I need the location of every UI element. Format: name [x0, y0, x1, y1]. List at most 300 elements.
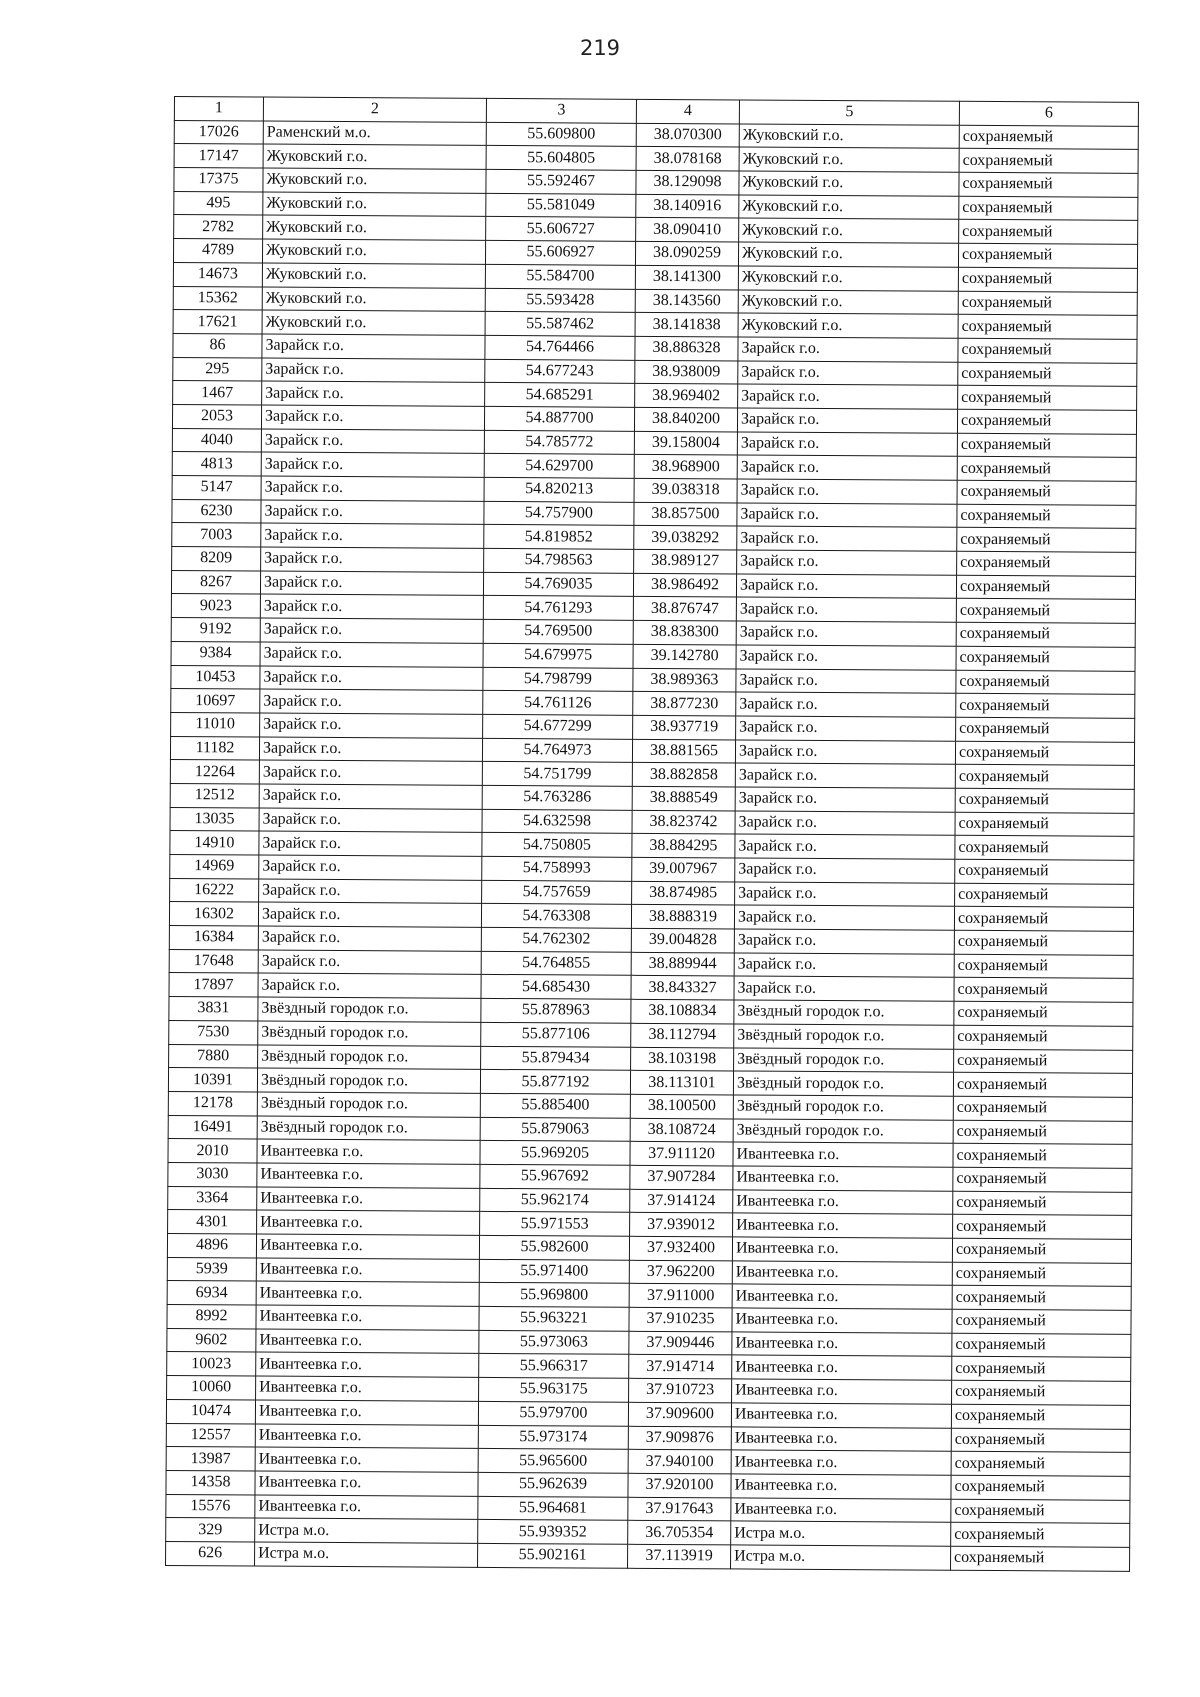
cell-municipality: Зарайск г.о.: [261, 476, 484, 501]
cell-status: сохраняемый: [955, 741, 1134, 766]
cell-id: 17026: [174, 120, 263, 144]
cell-status: сохраняемый: [958, 267, 1137, 292]
cell-latitude: 54.685291: [485, 383, 635, 408]
cell-municipality: Зарайск г.о.: [260, 618, 483, 643]
cell-longitude: 39.007967: [632, 857, 735, 881]
cell-longitude: 38.969402: [635, 384, 738, 408]
cell-municipality: Ивантеевка г.о.: [256, 1305, 479, 1330]
cell-latitude: 55.982600: [479, 1235, 629, 1260]
cell-latitude: 55.967692: [480, 1164, 630, 1189]
page-number: 219: [579, 36, 621, 60]
cell-municipality: Истра м.о.: [255, 1518, 478, 1543]
cell-status: сохраняемый: [956, 575, 1135, 600]
cell-latitude: 54.761126: [483, 691, 633, 716]
cell-district: Зарайск г.о.: [737, 479, 957, 504]
data-table: [165, 96, 1139, 1571]
cell-latitude: 54.757659: [482, 880, 632, 905]
cell-id: 17375: [174, 168, 263, 192]
cell-id: 15362: [173, 286, 262, 310]
cell-district: Ивантеевка г.о.: [733, 1142, 953, 1167]
cell-id: 4301: [168, 1210, 257, 1234]
cell-district: Жуковский г.о.: [739, 124, 959, 149]
cell-status: сохраняемый: [953, 1120, 1132, 1145]
cell-longitude: 36.705354: [628, 1521, 731, 1545]
cell-municipality: Жуковский г.о.: [263, 192, 486, 217]
cell-latitude: 55.973063: [479, 1330, 629, 1355]
cell-longitude: 38.968900: [634, 455, 737, 479]
column-header-5: 5: [739, 100, 959, 125]
cell-status: сохраняемый: [953, 1167, 1132, 1192]
cell-longitude: 37.907284: [630, 1165, 733, 1189]
column-header-6: 6: [959, 101, 1138, 126]
cell-district: Зарайск г.о.: [736, 597, 956, 622]
cell-municipality: Ивантеевка г.о.: [255, 1471, 478, 1496]
cell-status: сохраняемый: [953, 1096, 1132, 1121]
cell-longitude: 38.070300: [636, 123, 739, 147]
cell-status: сохраняемый: [955, 765, 1134, 790]
cell-district: Звёздный городок г.о.: [734, 1000, 954, 1025]
cell-municipality: Звёздный городок г.о.: [258, 1021, 481, 1046]
cell-municipality: Зарайск г.о.: [261, 452, 484, 477]
cell-id: 12264: [170, 760, 259, 784]
cell-municipality: Зарайск г.о.: [261, 547, 484, 572]
cell-longitude: 38.938009: [635, 360, 738, 384]
cell-district: Зарайск г.о.: [737, 408, 957, 433]
cell-status: сохраняемый: [954, 1049, 1133, 1074]
cell-id: 8992: [167, 1305, 256, 1329]
cell-municipality: Звёздный городок г.о.: [258, 997, 481, 1022]
cell-municipality: Ивантеевка г.о.: [257, 1139, 480, 1164]
cell-id: 6934: [167, 1281, 256, 1305]
cell-id: 11010: [171, 712, 260, 736]
cell-district: Зарайск г.о.: [738, 361, 958, 386]
cell-latitude: 55.966317: [479, 1354, 629, 1379]
cell-id: 4813: [172, 452, 261, 476]
cell-municipality: Ивантеевка г.о.: [256, 1234, 479, 1259]
cell-status: сохраняемый: [958, 338, 1137, 363]
cell-id: 13035: [170, 807, 259, 831]
cell-longitude: 38.888549: [632, 786, 735, 810]
cell-longitude: 37.909446: [629, 1331, 732, 1355]
cell-id: 13987: [166, 1447, 255, 1471]
cell-longitude: 38.843327: [631, 976, 734, 1000]
cell-longitude: 37.914714: [629, 1355, 732, 1379]
column-header-3: 3: [486, 98, 636, 123]
cell-municipality: Зарайск г.о.: [259, 737, 482, 762]
cell-longitude: 37.909600: [628, 1402, 731, 1426]
cell-status: сохраняемый: [955, 812, 1134, 837]
cell-latitude: 54.820213: [484, 477, 634, 502]
cell-municipality: Истра м.о.: [255, 1542, 478, 1567]
cell-latitude: 54.763286: [482, 785, 632, 810]
cell-latitude: 54.769500: [483, 620, 633, 645]
cell-municipality: Ивантеевка г.о.: [255, 1400, 478, 1425]
cell-latitude: 55.963221: [479, 1306, 629, 1331]
column-header-1: 1: [174, 97, 263, 121]
cell-longitude: 38.937719: [633, 715, 736, 739]
cell-longitude: 37.910235: [629, 1307, 732, 1331]
cell-status: сохраняемый: [957, 433, 1136, 458]
cell-municipality: Жуковский г.о.: [263, 144, 486, 169]
cell-id: 9602: [167, 1328, 256, 1352]
cell-longitude: 39.158004: [634, 431, 737, 455]
cell-municipality: Зарайск г.о.: [258, 902, 481, 927]
cell-status: сохраняемый: [956, 670, 1135, 695]
cell-status: сохраняемый: [951, 1451, 1130, 1476]
cell-status: сохраняемый: [951, 1475, 1130, 1500]
cell-status: сохраняемый: [954, 954, 1133, 979]
cell-id: 10474: [166, 1399, 255, 1423]
cell-longitude: 39.038292: [634, 526, 737, 550]
cell-latitude: 55.965600: [478, 1449, 628, 1474]
cell-status: сохраняемый: [951, 1546, 1130, 1571]
cell-district: Звёздный городок г.о.: [733, 1118, 953, 1143]
cell-latitude: 54.763308: [481, 904, 631, 929]
cell-status: сохраняемый: [957, 480, 1136, 505]
cell-id: 16222: [170, 878, 259, 902]
cell-status: сохраняемый: [957, 528, 1136, 553]
cell-latitude: 55.885400: [480, 1093, 630, 1118]
cell-id: 14910: [170, 831, 259, 855]
cell-municipality: Зарайск г.о.: [259, 760, 482, 785]
cell-latitude: 54.769035: [483, 572, 633, 597]
cell-longitude: 37.917643: [628, 1497, 731, 1521]
cell-district: Жуковский г.о.: [738, 242, 958, 267]
cell-id: 329: [166, 1518, 255, 1542]
cell-latitude: 55.969205: [480, 1141, 630, 1166]
cell-id: 10391: [168, 1068, 257, 1092]
cell-longitude: 38.886328: [635, 336, 738, 360]
cell-district: Звёздный городок г.о.: [734, 1047, 954, 1072]
cell-municipality: Ивантеевка г.о.: [256, 1376, 479, 1401]
cell-municipality: Зарайск г.о.: [262, 358, 485, 383]
cell-municipality: Ивантеевка г.о.: [255, 1424, 478, 1449]
cell-id: 16302: [169, 902, 258, 926]
cell-longitude: 38.989127: [634, 549, 737, 573]
cell-district: Зарайск г.о.: [734, 953, 954, 978]
cell-status: сохраняемый: [955, 836, 1134, 861]
cell-longitude: 39.142780: [633, 644, 736, 668]
cell-longitude: 37.113919: [628, 1544, 731, 1568]
cell-district: Ивантеевка г.о.: [732, 1284, 952, 1309]
cell-latitude: 55.902161: [478, 1543, 628, 1568]
cell-longitude: 38.141300: [635, 265, 738, 289]
cell-latitude: 54.764855: [481, 951, 631, 976]
cell-municipality: Зарайск г.о.: [258, 973, 481, 998]
cell-district: Зарайск г.о.: [736, 668, 956, 693]
cell-longitude: 38.876747: [633, 597, 736, 621]
cell-municipality: Зарайск г.о.: [261, 429, 484, 454]
cell-status: сохраняемый: [956, 599, 1135, 624]
cell-longitude: 38.090410: [636, 218, 739, 242]
cell-district: Зарайск г.о.: [734, 976, 954, 1001]
cell-district: Ивантеевка г.о.: [732, 1261, 952, 1286]
cell-district: Жуковский г.о.: [739, 195, 959, 220]
cell-municipality: Ивантеевка г.о.: [256, 1281, 479, 1306]
cell-district: Зарайск г.о.: [736, 621, 956, 646]
cell-municipality: Ивантеевка г.о.: [256, 1329, 479, 1354]
cell-status: сохраняемый: [957, 551, 1136, 576]
cell-municipality: Зарайск г.о.: [260, 713, 483, 738]
cell-status: сохраняемый: [954, 1001, 1133, 1026]
cell-longitude: 37.911120: [630, 1142, 733, 1166]
cell-district: Ивантеевка г.о.: [732, 1379, 952, 1404]
cell-municipality: Жуковский г.о.: [262, 310, 485, 335]
cell-id: 9384: [171, 641, 260, 665]
cell-municipality: Звёздный городок г.о.: [258, 1045, 481, 1070]
cell-district: Ивантеевка г.о.: [732, 1308, 952, 1333]
cell-id: 626: [166, 1541, 255, 1565]
cell-status: сохраняемый: [955, 788, 1134, 813]
cell-district: Ивантеевка г.о.: [732, 1237, 952, 1262]
cell-latitude: 54.764973: [482, 738, 632, 763]
cell-municipality: Звёздный городок г.о.: [257, 1092, 480, 1117]
cell-longitude: 38.882858: [632, 763, 735, 787]
cell-status: сохраняемый: [958, 386, 1137, 411]
cell-id: 17648: [169, 949, 258, 973]
cell-id: 10453: [171, 665, 260, 689]
cell-id: 12557: [166, 1423, 255, 1447]
cell-district: Зарайск г.о.: [735, 811, 955, 836]
cell-id: 7530: [169, 1020, 258, 1044]
cell-municipality: Зарайск г.о.: [260, 594, 483, 619]
cell-latitude: 55.592467: [486, 169, 636, 194]
cell-status: сохраняемый: [953, 1144, 1132, 1169]
cell-longitude: 38.140916: [636, 194, 739, 218]
cell-status: сохраняемый: [952, 1380, 1131, 1405]
cell-municipality: Зарайск г.о.: [260, 689, 483, 714]
cell-status: сохраняемый: [959, 125, 1138, 150]
cell-longitude: 38.112794: [631, 1023, 734, 1047]
cell-district: Зарайск г.о.: [736, 716, 956, 741]
cell-district: Ивантеевка г.о.: [732, 1332, 952, 1357]
cell-status: сохраняемый: [952, 1357, 1131, 1382]
cell-id: 16491: [168, 1115, 257, 1139]
cell-district: Звёздный городок г.о.: [733, 1071, 953, 1096]
cell-latitude: 55.877106: [481, 1022, 631, 1047]
cell-longitude: 38.881565: [632, 739, 735, 763]
cell-district: Жуковский г.о.: [738, 313, 958, 338]
cell-latitude: 55.606927: [485, 241, 635, 266]
cell-latitude: 54.677299: [483, 714, 633, 739]
cell-latitude: 54.750805: [482, 833, 632, 858]
cell-id: 10060: [167, 1376, 256, 1400]
cell-district: Истра м.о.: [731, 1521, 951, 1546]
cell-latitude: 55.877192: [480, 1070, 630, 1095]
cell-id: 1467: [173, 381, 262, 405]
cell-longitude: 37.939012: [630, 1213, 733, 1237]
cell-municipality: Жуковский г.о.: [262, 287, 485, 312]
cell-latitude: 55.581049: [486, 193, 636, 218]
cell-status: сохраняемый: [959, 172, 1138, 197]
cell-district: Ивантеевка г.о.: [731, 1497, 951, 1522]
cell-id: 15576: [166, 1494, 255, 1518]
cell-status: сохраняемый: [952, 1262, 1131, 1287]
cell-longitude: 38.884295: [632, 834, 735, 858]
cell-latitude: 55.879434: [481, 1046, 631, 1071]
cell-latitude: 55.964681: [478, 1496, 628, 1521]
cell-id: 16384: [169, 926, 258, 950]
cell-status: сохраняемый: [958, 314, 1137, 339]
cell-longitude: 37.914124: [630, 1189, 733, 1213]
cell-longitude: 37.962200: [629, 1260, 732, 1284]
cell-latitude: 55.963175: [479, 1378, 629, 1403]
cell-municipality: Зарайск г.о.: [259, 855, 482, 880]
cell-latitude: 55.971400: [479, 1259, 629, 1284]
cell-latitude: 55.973174: [478, 1425, 628, 1450]
cell-latitude: 55.879063: [480, 1117, 630, 1142]
cell-municipality: Жуковский г.о.: [262, 263, 485, 288]
cell-longitude: 38.888319: [631, 905, 734, 929]
cell-longitude: 38.078168: [636, 147, 739, 171]
cell-status: сохраняемый: [954, 930, 1133, 955]
cell-district: Ивантеевка г.о.: [731, 1450, 951, 1475]
cell-id: 10023: [167, 1352, 256, 1376]
cell-latitude: 54.629700: [484, 454, 634, 479]
cell-status: сохраняемый: [951, 1404, 1130, 1429]
cell-district: Зарайск г.о.: [738, 384, 958, 409]
cell-id: 2053: [172, 404, 261, 428]
table-row: [166, 1541, 1130, 1571]
cell-id: 8209: [172, 547, 261, 571]
cell-status: сохраняемый: [957, 504, 1136, 529]
cell-latitude: 54.764466: [485, 335, 635, 360]
cell-municipality: Зарайск г.о.: [261, 405, 484, 430]
cell-district: Зарайск г.о.: [735, 882, 955, 907]
cell-longitude: 39.004828: [631, 928, 734, 952]
cell-id: 5939: [167, 1257, 256, 1281]
cell-longitude: 38.090259: [635, 241, 738, 265]
cell-latitude: 54.679975: [483, 643, 633, 668]
cell-latitude: 54.798799: [483, 667, 633, 692]
cell-id: 6230: [172, 499, 261, 523]
cell-longitude: 38.989363: [633, 668, 736, 692]
cell-latitude: 54.785772: [484, 430, 634, 455]
cell-district: Зарайск г.о.: [734, 929, 954, 954]
cell-status: сохраняемый: [951, 1499, 1130, 1524]
cell-latitude: 55.584700: [485, 264, 635, 289]
cell-status: сохраняемый: [958, 243, 1137, 268]
cell-longitude: 38.986492: [633, 573, 736, 597]
cell-latitude: 54.751799: [482, 762, 632, 787]
cell-latitude: 54.685430: [481, 975, 631, 1000]
cell-district: Зарайск г.о.: [735, 763, 955, 788]
cell-id: 3831: [169, 997, 258, 1021]
cell-latitude: 54.887700: [484, 406, 634, 431]
cell-municipality: Зарайск г.о.: [261, 500, 484, 525]
cell-status: сохраняемый: [953, 1191, 1132, 1216]
cell-status: сохраняемый: [954, 978, 1133, 1003]
cell-id: 4789: [173, 239, 262, 263]
cell-id: 17621: [173, 310, 262, 334]
cell-status: сохраняемый: [954, 907, 1133, 932]
cell-latitude: 55.609800: [486, 122, 636, 147]
cell-id: 295: [173, 357, 262, 381]
cell-status: сохраняемый: [958, 362, 1137, 387]
cell-status: сохраняемый: [952, 1309, 1131, 1334]
cell-latitude: 55.878963: [481, 999, 631, 1024]
cell-municipality: Зарайск г.о.: [259, 784, 482, 809]
cell-district: Жуковский г.о.: [738, 266, 958, 291]
cell-status: сохраняемый: [956, 693, 1135, 718]
cell-district: Зарайск г.о.: [736, 574, 956, 599]
cell-id: 9023: [171, 594, 260, 618]
cell-longitude: 37.911000: [629, 1284, 732, 1308]
cell-id: 17147: [174, 144, 263, 168]
cell-id: 17897: [169, 973, 258, 997]
cell-district: Жуковский г.о.: [739, 147, 959, 172]
cell-district: Зарайск г.о.: [737, 503, 957, 528]
cell-id: 3030: [168, 1162, 257, 1186]
cell-municipality: Зарайск г.о.: [259, 831, 482, 856]
cell-latitude: 55.979700: [478, 1401, 628, 1426]
cell-status: сохраняемый: [959, 220, 1138, 245]
cell-municipality: Звёздный городок г.о.: [257, 1068, 480, 1093]
cell-status: сохраняемый: [956, 646, 1135, 671]
cell-district: Ивантеевка г.о.: [731, 1426, 951, 1451]
cell-longitude: 38.823742: [632, 810, 735, 834]
cell-municipality: Жуковский г.о.: [263, 215, 486, 240]
cell-status: сохраняемый: [952, 1286, 1131, 1311]
cell-district: Ивантеевка г.о.: [731, 1474, 951, 1499]
cell-id: 3364: [168, 1186, 257, 1210]
cell-district: Зарайск г.о.: [735, 740, 955, 765]
cell-latitude: 55.962639: [478, 1472, 628, 1497]
cell-latitude: 54.632598: [482, 809, 632, 834]
cell-longitude: 38.108724: [630, 1118, 733, 1142]
cell-municipality: Жуковский г.о.: [263, 168, 486, 193]
cell-longitude: 37.940100: [628, 1449, 731, 1473]
cell-latitude: 54.819852: [484, 525, 634, 550]
cell-id: 10697: [171, 689, 260, 713]
cell-longitude: 38.100500: [630, 1094, 733, 1118]
cell-longitude: 38.838300: [633, 620, 736, 644]
cell-longitude: 37.920100: [628, 1473, 731, 1497]
cell-status: сохраняемый: [956, 622, 1135, 647]
cell-id: 2010: [168, 1139, 257, 1163]
cell-municipality: Зарайск г.о.: [260, 642, 483, 667]
cell-municipality: Звёздный городок г.о.: [257, 1116, 480, 1141]
cell-district: Зарайск г.о.: [734, 905, 954, 930]
cell-id: 5147: [172, 475, 261, 499]
cell-id: 8267: [171, 570, 260, 594]
cell-district: Зарайск г.о.: [738, 337, 958, 362]
cell-id: 14673: [173, 262, 262, 286]
cell-district: Жуковский г.о.: [739, 171, 959, 196]
cell-municipality: Зарайск г.о.: [262, 381, 485, 406]
cell-district: Жуковский г.о.: [739, 218, 959, 243]
cell-id: 14969: [170, 854, 259, 878]
cell-municipality: Зарайск г.о.: [260, 666, 483, 691]
cell-municipality: Ивантеевка г.о.: [256, 1258, 479, 1283]
cell-id: 495: [174, 191, 263, 215]
cell-municipality: Зарайск г.о.: [258, 950, 481, 975]
cell-status: сохраняемый: [959, 149, 1138, 174]
cell-status: сохраняемый: [957, 409, 1136, 434]
cell-municipality: Ивантеевка г.о.: [255, 1447, 478, 1472]
cell-status: сохраняемый: [955, 859, 1134, 884]
cell-status: сохраняемый: [954, 1025, 1133, 1050]
cell-status: сохраняемый: [959, 196, 1138, 221]
cell-status: сохраняемый: [953, 1072, 1132, 1097]
cell-longitude: 37.909876: [628, 1426, 731, 1450]
cell-longitude: 38.857500: [634, 502, 737, 526]
cell-district: Зарайск г.о.: [737, 432, 957, 457]
cell-id: 4040: [172, 428, 261, 452]
cell-district: Зарайск г.о.: [736, 692, 956, 717]
cell-longitude: 38.143560: [635, 289, 738, 313]
cell-district: Зарайск г.о.: [737, 455, 957, 480]
